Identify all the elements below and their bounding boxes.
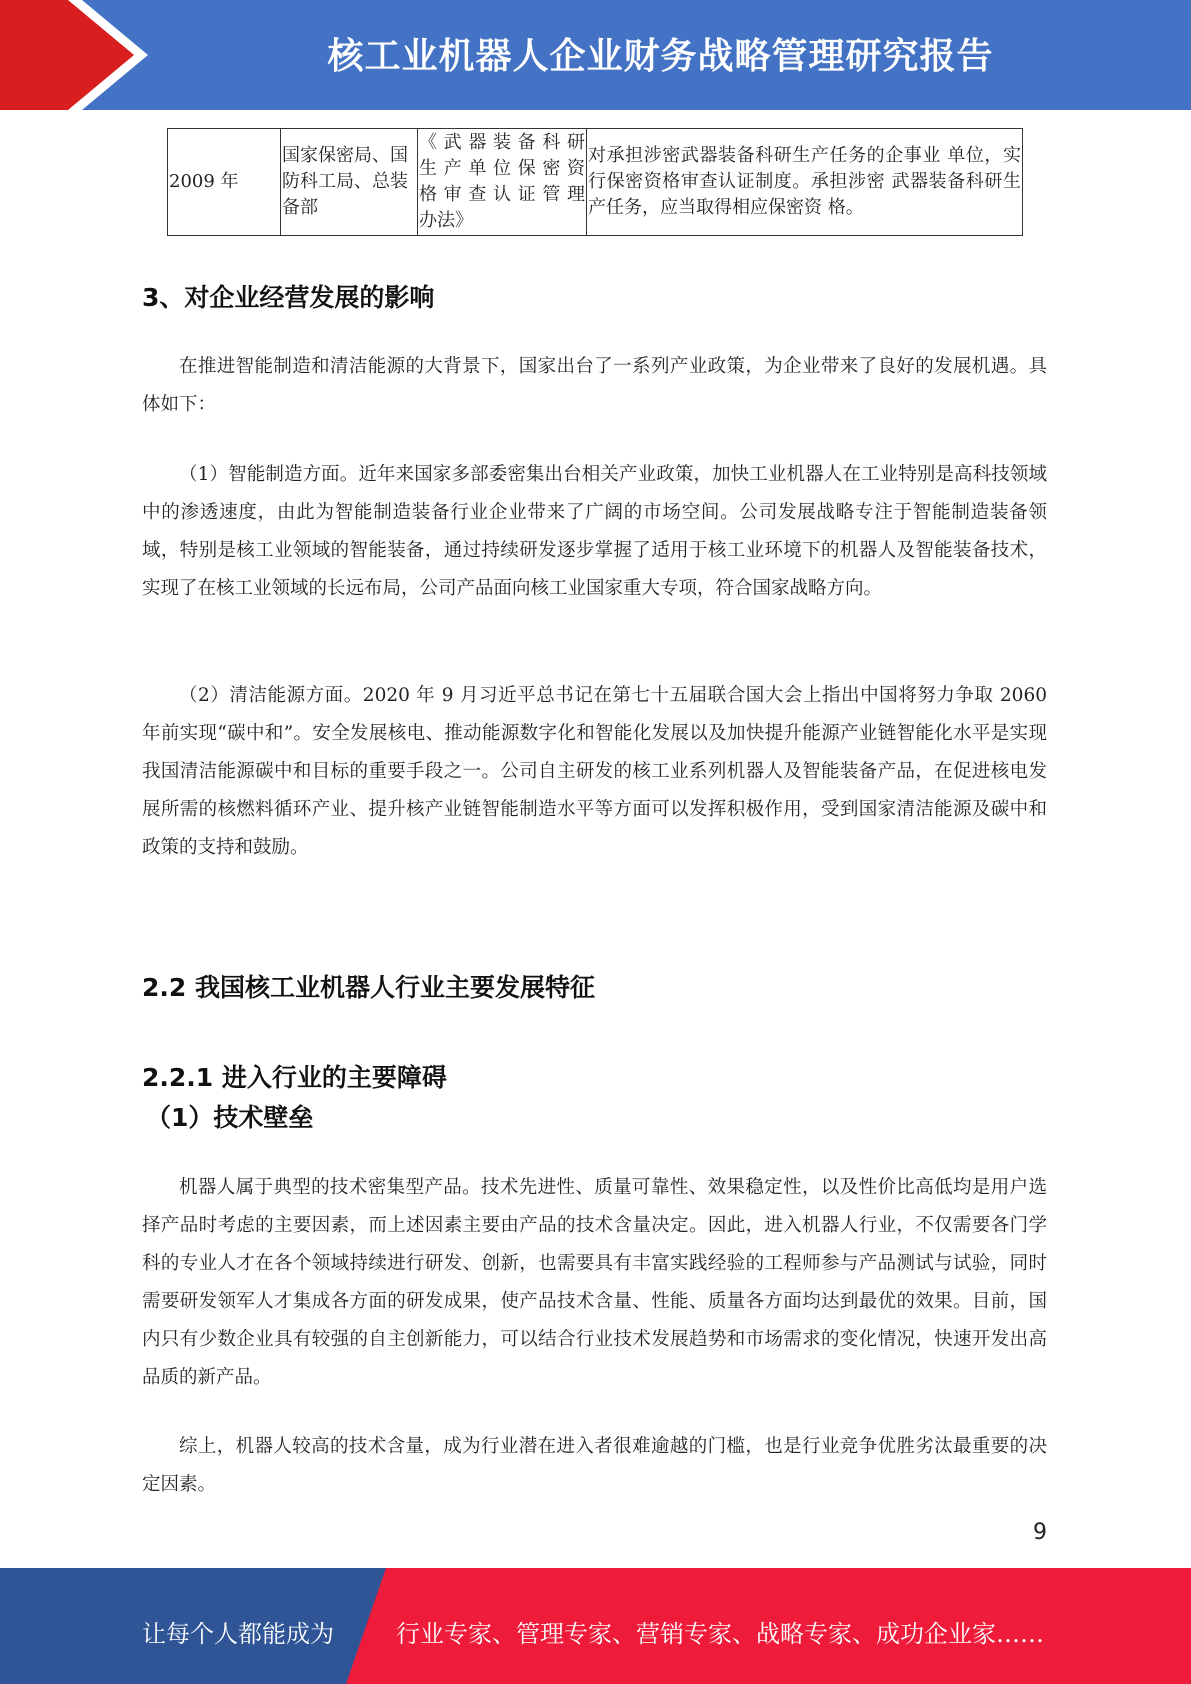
- paragraph-technical-barrier: 机器人属于典型的技术密集型产品。技术先进性、质量可靠性、效果稳定性，以及性价比高低均是用户选择产品时考虑的主要因素，而上述因素主要由产品的技术含量决定。因此，进入机器人行业，不仅需要各门学科的专业人才在各个领域持续进行研发、创新，也需要具有丰富实践经验的工程师参与产品测试与试验，同时需要研发领军人才集成各方面的研发成果，使产品技术含量、性能、质量各方面均达到最优的效果。目前，国内只有少数企业具有较强的自主创新能力，可以结合行业技术发展趋势和市场需求的变化情况，快速开发出高品质的新产品。: [142, 1177, 1047, 1388]
- table-row: [168, 129, 1023, 236]
- description-cell: 对承担涉密武器装备科研生产任务的企事业 单位，实行保密资格审查认证制度。承担涉密 武器装备科研生产任务，应当取得相应保密资 格。: [587, 129, 1023, 236]
- page-footer: [0, 1568, 1191, 1684]
- regulation-line: 生产单位保密资: [419, 158, 585, 179]
- paragraph-smart-manufacturing: （1）智能制造方面。近年来国家多部委密集出台相关产业政策，加快工业机器人在工业特别是高科技领域中的渗透速度，由此为智能制造装备行业企业带来了广阔的市场空间。公司发展战略专注于智能制造装备领域，特别是核工业领域的智能装备，通过持续研发逐步掌握了适用于核工业环境下的机器人及智能装备技术，实现了在核工业领域的长远布局，公司产品面向核工业国家重大专项，符合国家战略方向。: [142, 464, 1047, 599]
- regulation-line: 格审查认证管理: [419, 184, 585, 205]
- regulation-cell: [418, 129, 587, 236]
- page-number: 9: [1033, 1520, 1047, 1545]
- sub-subsection-heading: （1）技术壁垒: [146, 1103, 314, 1132]
- section-heading-2-2: 2.2 我国核工业机器人行业主要发展特征: [142, 973, 595, 1002]
- page-header: [0, 0, 1191, 110]
- year-cell: 2009 年: [168, 129, 281, 236]
- subsection-heading-2-2-1: 2.2.1 进入行业的主要障碍: [142, 1063, 447, 1092]
- paragraph-clean-energy: （2）清洁能源方面。2020 年 9 月习近平总书记在第七十五届联合国大会上指出中国将努力争取 2060 年前实现“碳中和”。安全发展核电、推动能源数字化和智能化发展以及加快提升能源产业链智能化水平是实现我国清洁能源碳中和目标的重要手段之一。公司自主研发的核工业系列机器人及智能装备产品，在促进核电发展所需的核燃料循环产业、提升核产业链智能制造水平等方面可以发挥积极作用，受到国家清洁能源及碳中和政策的支持和鼓励。: [142, 685, 1047, 858]
- report-title: 核工业机器人企业财务战略管理研究报告: [327, 36, 994, 77]
- policy-table: [167, 128, 1023, 236]
- regulation-line: 办法》: [419, 210, 473, 231]
- department-cell: 国家保密局、国防科工局、总装备部: [281, 129, 418, 236]
- footer-slogan-right: 行业专家、管理专家、营销专家、战略专家、成功企业家……: [396, 1620, 1044, 1648]
- paragraph-conclusion: 综上，机器人较高的技术含量，成为行业潜在进入者很难逾越的门槛，也是行业竞争优胜劣汰最重要的决定因素。: [142, 1436, 1047, 1495]
- regulation-line: 《武器装备科研: [419, 132, 585, 153]
- section-heading: 3、对企业经营发展的影响: [142, 283, 435, 312]
- paragraph-intro: 在推进智能制造和清洁能源的大背景下，国家出台了一系列产业政策，为企业带来了良好的发展机遇。具体如下：: [142, 356, 1047, 415]
- footer-slogan-left: 让每个人都能成为: [142, 1620, 334, 1648]
